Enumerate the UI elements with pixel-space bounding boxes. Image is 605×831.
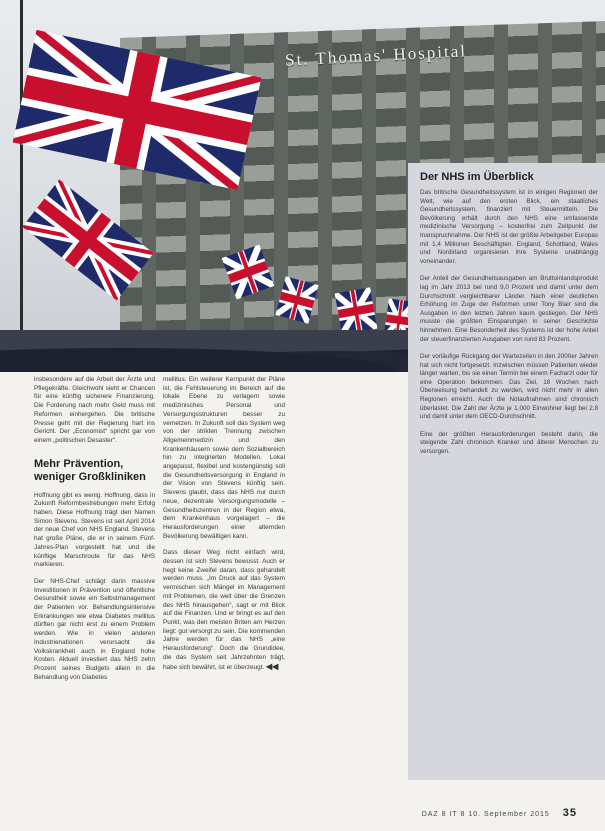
article-column-1 (34, 376, 155, 690)
section-heading-line: weniger Großkliniken (34, 470, 146, 483)
issue-info: DAZ 8 IT 8 10. September 2015 (421, 811, 550, 818)
info-box-paragraph: Der Anteil der Gesundheitsausgaben am Bruttoinlandsprodukt lag im Jahr 2013 bei rund 9,0 Prozent und damit unter dem Durchschnitt vergleichbarer Länder. Nach einer deutlichen Erhöhung im Zuge der Reformen unter Tony Blair sind die Ausgaben in den letzten Jahren kaum gestiegen. Der NHS musste die größten Einsparungen in seiner Geschichte hinnehmen. Eine Besonderheit des Systems ist der hohe Anteil der steuerfinanzierten Ausgaben von rund 83 Prozent. (420, 275, 598, 343)
info-box-paragraph: Das britische Gesundheitssystem ist in einigen Regionen der Welt, wie auf den ersten Blick, ein staatliches Gesundheitssystem, finanziert mit Steuermitteln. Die Bevölkerung erhält durch den NHS eine umfassende medizinische Versorgung – kostenfrei zum Zeitpunkt der Inanspruchnahme. Der NHS ist der größte Arbeitgeber Europas mit 1,4 Millionen Beschäftigten. England, Schottland, Wales und Nordirland organisieren ihre Systeme unabhängig voneinander. (420, 189, 598, 265)
info-box-paragraph: Der vorläufige Rückgang der Wartezeiten in den 2000er Jahren hat sich nicht fortgesetzt. Inzwischen müssen Patienten wieder länger warten, bis sie einen Termin bei einem Facharzt oder für eine Operation bekommen. Das Ziel, 18 Wochen nach Überweisung behandelt zu werden, wird nicht mehr in allen Regionen erreicht. Auch die Notaufnahmen sind chronisch überlastet. Die Zahl der Ärzte je 1.000 Einwohner liegt bei 2,8 und damit unter dem OECD-Durchschnitt. (420, 353, 598, 421)
section-heading (34, 458, 155, 484)
article-paragraph: Der NHS-Chef schlägt darin massive Investitionen in Prävention und öffentliche Gesundheit sowie ein Selbstmanagement der Patienten vor. Behandlungsintensive Erkrankungen wie etwa Diabetes mellitus dürften gar nicht erst zu einem Problem werden. Wie in vielen anderen Industrienationen verursacht die Volkskrankheit auch in England hohe Kosten. Aktuell investiert das NHS zehn Prozent seines Budgets allein in die Behandlung von Diabetes (34, 577, 155, 681)
hospital-sign: St. Thomas' Hospital (284, 41, 468, 70)
article-paragraph-text: Dass dieser Weg nicht einfach wird, dessen ist sich Stevens bewusst. Auch er hegt keine Zweifel daran, dass gehandelt werden muss. „Im Druck auf das System vermischen sich Mängel im Management mit Problemen, die weit über die Grenzen des NHS hinausgehen“, sagt er mit Blick auf die Finanzen. Und er bringt es auf den Punkt, was den meisten Briten am Herzen liegt: gut versorgt zu sein. Die kommenden Jahre werden für das NHS „eine Herausforderung“. Doch die Grundidee, die das System seit Jahrzehnten trägt, habe sich bewährt, ist er überzeugt. (163, 549, 285, 671)
article-paragraph: mellitus. Ein weiterer Kernpunkt der Pläne ist, die Fehlsteuerung im Bereich auf die lokale Ebene zu verlagern sowie medizinisches Personal und Versorgungsstrukturen besser zu vernetzen. In Zukunft soll das System weg von der strikten Trennung zwischen Allgemeinmedizin und den Krankenhäusern sowie dem Sozialbereich hin zu integrierten Modellen. Lokal angepasst, flexibel und kostengünstig soll die Gesundheitsversorgung in England in der Vision von Stevens künftig sein. Stevens glaubt, dass das NHS nur durch neue, dezentrale Versorgungsmodelle – Gesundheitszentren in der Region etwa, dem Krankenhaus vorgelagert – die Herausforderungen einer alternden Bevölkerung bewältigen kann. (163, 376, 285, 540)
article-paragraph: insbesondere auf die Arbeit der Ärzte und Pflegekräfte. Gleichwohl sieht er Chancen für eine künftig sicherere Finanzierung. Die Forderung nach mehr Geld muss mit Reformen einhergehen. Die britische Presse geht mit der Regierung hart ins Gericht. Der „Economist“ spricht gar von einem „politischen Desaster“. (34, 376, 155, 444)
end-mark-icon: ◀◀ (266, 661, 279, 671)
info-box (408, 163, 605, 780)
article-paragraph: Hoffnung gibt es wenig. Hoffnung, dass in Zukunft Reformbestrebungen mehr Erfolg haben. Diese Hoffnung trägt den Namen Simon Stevens. Stevens ist seit April 2014 der neue Chef von NHS England. Stevens hat große Pläne, die er in seinem Fünf-Jahres-Plan vorgestellt hat und die künftige Marschroute für das NHS markieren. (34, 491, 155, 569)
section-heading-line: Mehr Prävention, (34, 457, 124, 470)
article-paragraph (163, 549, 285, 672)
page-footer (422, 807, 577, 819)
flag-pole (20, 0, 23, 372)
union-flag-small-3 (335, 287, 378, 335)
article-column-2 (163, 376, 285, 680)
info-box-paragraph: Eine der größten Herausforderungen besteht darin, die steigende Zahl chronisch Kranker und älterer Menschen zu versorgen. (420, 430, 598, 456)
info-box-title: Der NHS im Überblick (420, 171, 534, 183)
page-number: 35 (562, 807, 577, 819)
